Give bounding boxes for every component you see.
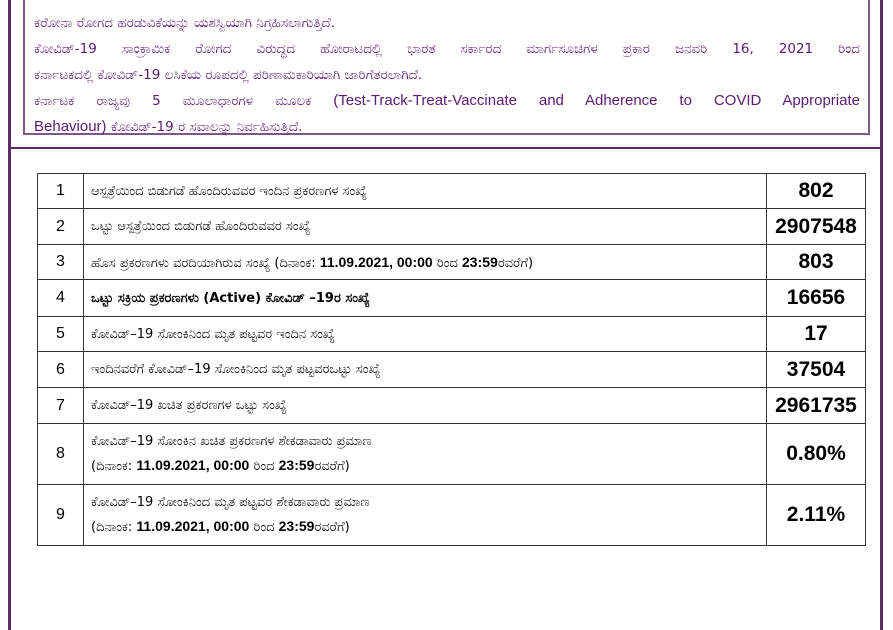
table-row bbox=[38, 388, 866, 424]
row-number: 8 bbox=[38, 424, 84, 485]
date-prefix: (ದಿನಾಂಕ: bbox=[274, 255, 316, 271]
date-from: 11.09.2021, 00:00 bbox=[136, 518, 250, 534]
row-description: ಕೋವಿಡ್–19 ಖಚಿತ ಪ್ರಕರಣಗಳ ಒಟ್ಟು ಸಂಖ್ಯೆ bbox=[84, 388, 767, 424]
row-value: 37504 bbox=[767, 352, 866, 388]
notice-line-3: ಕರ್ನಾಟಕದಲ್ಲಿ ಕೋವಿಡ್-19 ಲಸಿಕೆಯ ರೂಪದಲ್ಲಿ ಪರಿಣಾಮಕಾರಿಯಾಗಿ ಜಾರಿಗೆತರಲಾಗಿದೆ. bbox=[34, 67, 423, 83]
row-description-text: ಹೊಸ ಪ್ರಕರಣಗಳು ವರದಿಯಾಗಿರುವ ಸಂಖ್ಯೆ bbox=[91, 255, 271, 271]
date-mid: ರಿಂದ bbox=[253, 459, 275, 474]
table-row bbox=[38, 485, 866, 546]
row-value: 803 bbox=[767, 245, 866, 280]
notice-line-4-kn: ಕರ್ನಾಟಕ ರಾಜ್ಯವು 5 ಮೂಲಾಧಾರಗಳ ಮೂಲಕ bbox=[34, 93, 312, 109]
date-range bbox=[91, 518, 766, 535]
notice-line-4-en: (Test-Track-Treat-Vaccinate and Adherence to COVID Appropriate bbox=[333, 92, 860, 109]
row-value: 2907548 bbox=[767, 209, 866, 245]
date-suffix: ರವರೆಗೆ) bbox=[497, 255, 534, 271]
row-description bbox=[84, 424, 767, 485]
table-row bbox=[38, 209, 866, 245]
notice-line-5-kn: ಕೋವಿಡ್-19 ರ ಸವಾಲನ್ನು ನಿರ್ವಹಿಸುತ್ತಿದೆ. bbox=[110, 119, 303, 135]
row-number: 9 bbox=[38, 485, 84, 546]
row-description: ಆಸ್ಪತ್ರೆಯಿಂದ ಬಿಡುಗಡೆ ಹೊಂದಿರುವವರ ಇಂದಿನ ಪ್ರಕರಣಗಳ ಸಂಖ್ಯೆ bbox=[84, 174, 767, 209]
table-row bbox=[38, 424, 866, 485]
table-row bbox=[38, 280, 866, 317]
date-from: 11.09.2021, 00:00 bbox=[319, 253, 433, 270]
notice-line-2: ಕೋವಿಡ್-19 ಸಾಂಕ್ರಾಮಿಕ ರೋಗದ ವಿರುದ್ಧದ ಹೋರಾಟದಲ್ಲಿ ಭಾರತ ಸರ್ಕಾರದ ಮಾರ್ಗಸೂಚಿಗಳ ಪ್ರಕಾರ ಜನವರಿ 16, 2021 ರಿಂದ bbox=[34, 41, 860, 57]
table-row bbox=[38, 174, 866, 209]
date-to: 23:59 bbox=[278, 518, 315, 534]
notice-box bbox=[23, 0, 870, 135]
date-to: 23:59 bbox=[462, 253, 498, 270]
date-to: 23:59 bbox=[278, 457, 315, 473]
date-prefix: (ದಿನಾಂಕ: bbox=[91, 459, 133, 474]
row-description-text: ಕೋವಿಡ್–19 ಸೋಂಕಿನ ಖಚಿತ ಪ್ರಕರಣಗಳ ಶೇಕಡಾವಾರು ಪ್ರಮಾಣ bbox=[91, 434, 372, 449]
row-number: 4 bbox=[38, 280, 84, 317]
row-description: ಒಟ್ಟು ಸಕ್ರಿಯ ಪ್ರಕರಣಗಳು (Active) ಕೋವಿಡ್ –19ರ ಸಂಖ್ಯೆ bbox=[84, 280, 767, 317]
notice-line-5 bbox=[34, 114, 860, 140]
date-mid: ರಿಂದ bbox=[253, 520, 275, 535]
row-description-text: ಕೋವಿಡ್–19 ಸೋಂಕಿನಿಂದ ಮೃತ ಪಟ್ಟವರ ಶೇಕಡಾವಾರು ಪ್ರಮಾಣ bbox=[91, 495, 370, 510]
table-row bbox=[38, 317, 866, 352]
date-from: 11.09.2021, 00:00 bbox=[136, 457, 250, 473]
row-number: 7 bbox=[38, 388, 84, 424]
row-value: 802 bbox=[767, 174, 866, 209]
row-description bbox=[84, 485, 767, 546]
row-number: 5 bbox=[38, 317, 84, 352]
date-prefix: (ದಿನಾಂಕ: bbox=[91, 520, 133, 535]
notice-line-1: ಕರೋನಾ ರೋಗದ ಹರಡುವಿಕೆಯನ್ನು ಯಶಸ್ವಿಯಾಗಿ ನಿಗ್ರಹಿಸಲಾಗುತ್ತಿದೆ. bbox=[34, 15, 336, 31]
notice-line-4 bbox=[34, 88, 860, 114]
row-value: 0.80% bbox=[767, 424, 866, 485]
row-number: 2 bbox=[38, 209, 84, 245]
row-value: 2961735 bbox=[767, 388, 866, 424]
section-divider bbox=[11, 147, 880, 149]
row-description: ಒಟ್ಟು ಆಸ್ಪತ್ರೆಯಿಂದ ಬಿಡುಗಡೆ ಹೊಂದಿರುವವರ ಸಂಖ್ಯೆ bbox=[84, 209, 767, 245]
date-suffix: ರವರೆಗೆ) bbox=[314, 520, 350, 535]
date-range bbox=[91, 457, 766, 474]
row-description: ಕೋವಿಡ್–19 ಸೋಂಕಿನಿಂದ ಮೃತ ಪಟ್ಟವರ ಇಂದಿನ ಸಂಖ್ಯೆ bbox=[84, 317, 767, 352]
table-row bbox=[38, 352, 866, 388]
row-value: 2.11% bbox=[767, 485, 866, 546]
table-row bbox=[38, 245, 866, 280]
row-description: ಇಂದಿನವರೆಗೆ ಕೋವಿಡ್–19 ಸೋಂಕಿನಿಂದ ಮೃತ ಪಟ್ಟವರಒಟ್ಟು ಸಂಖ್ಯೆ bbox=[84, 352, 767, 388]
notice-line-5-en: Behaviour) bbox=[34, 118, 107, 135]
row-number: 3 bbox=[38, 245, 84, 280]
row-value: 16656 bbox=[767, 280, 866, 317]
row-value: 17 bbox=[767, 317, 866, 352]
date-range bbox=[274, 253, 534, 271]
row-description bbox=[84, 245, 767, 280]
row-number: 1 bbox=[38, 174, 84, 209]
date-suffix: ರವರೆಗೆ) bbox=[314, 459, 350, 474]
date-mid: ರಿಂದ bbox=[436, 255, 458, 271]
covid-stats-table bbox=[37, 173, 866, 546]
row-number: 6 bbox=[38, 352, 84, 388]
